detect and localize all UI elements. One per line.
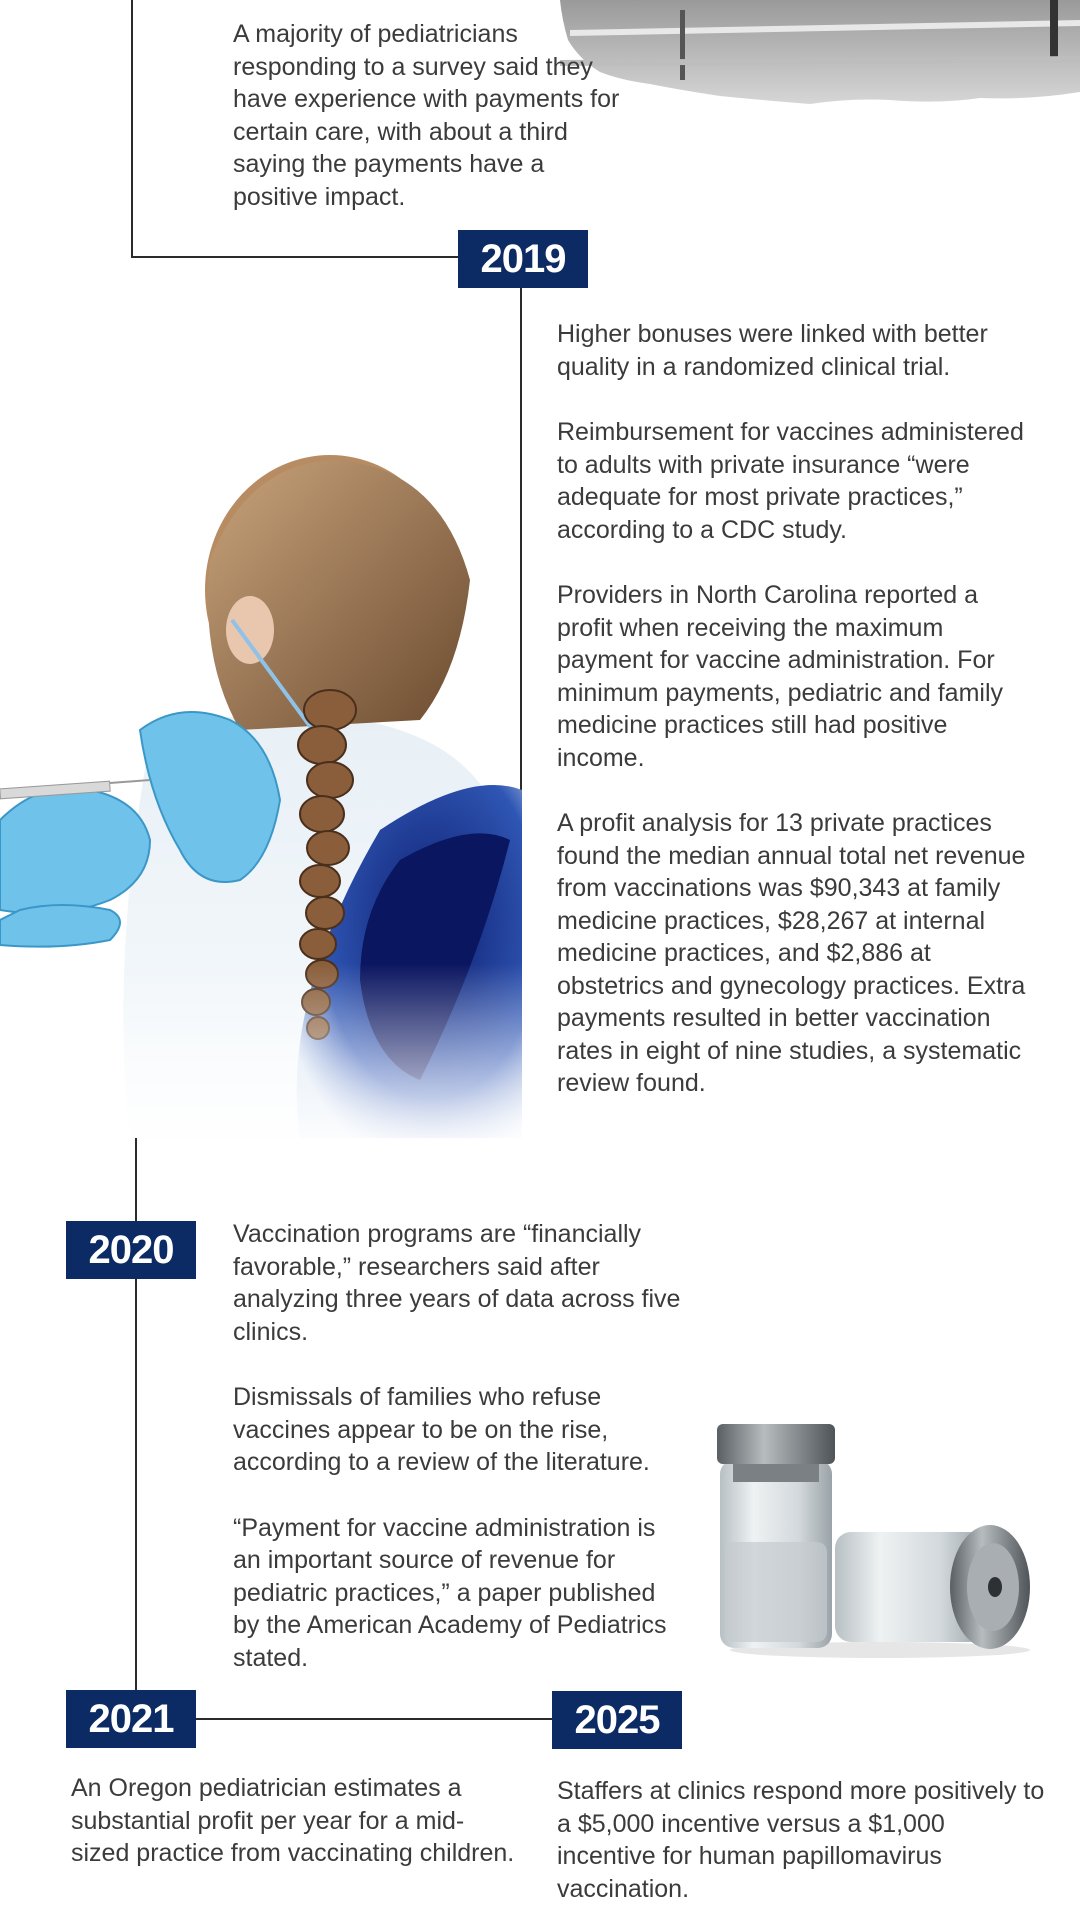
entry-2019-profit-analysis: A profit analysis for 13 private practices found the median annual total net revenue from vaccinations was $90,343 at family medicine practices, $28,267 at internal medicine practices, and $2,886 at obstetrics and gynecology practices. Extra payments resulted in better vaccination rates in eight of nine studies, a systematic review found. bbox=[557, 809, 1026, 1097]
timeline-line-top-vertical bbox=[131, 0, 133, 258]
entry-2019-reimbursement: Reimbursement for vaccines administered to adults with private insurance “were adequate for most private practices,” according to a CDC study. bbox=[557, 418, 1024, 544]
section-2025-text: Staffers at clinics respond more positively to a $5,000 incentive versus a $1,000 incentive for human papillomavirus vaccination. bbox=[557, 1777, 1045, 1903]
year-badge-2020: 2020 bbox=[66, 1221, 196, 1279]
vaccination-photo bbox=[0, 440, 522, 1138]
year-badge-2021: 2021 bbox=[66, 1690, 196, 1748]
timeline-line-2020-vertical bbox=[135, 1136, 137, 1691]
top-photo-fragment bbox=[560, 0, 1080, 110]
year-badge-2025: 2025 bbox=[552, 1691, 682, 1749]
entry-2020-programs: Vaccination programs are “financially favorable,” researchers said after analyzing three years of data across five clinics. bbox=[233, 1220, 681, 1346]
entry-2020-aap-paper: “Payment for vaccine administration is an important source of revenue for pediatric practices,” a paper published by the American Academy of Pediatrics stated. bbox=[233, 1513, 667, 1672]
year-badge-2019: 2019 bbox=[458, 230, 588, 288]
entry-2020-dismissals: Dismissals of families who refuse vaccines appear to be on the rise, according to a review of the literature. bbox=[233, 1383, 650, 1476]
entry-2019-north-carolina: Providers in North Carolina reported a profit when receiving the maximum payment for vaccine administration. For minimum payments, pediatric and family medicine practices still had positive income. bbox=[557, 581, 1003, 772]
timeline-line-2021-to-2025 bbox=[196, 1718, 552, 1720]
section-2020-text bbox=[233, 1218, 683, 1707]
intro-text: A majority of pediatricians responding to a survey said they have experience with payments for certain care, with about a third saying the payments have a positive impact. bbox=[233, 20, 620, 211]
entry-2019-bonuses: Higher bonuses were linked with better quality in a randomized clinical trial. bbox=[557, 320, 988, 381]
section-2021-text: An Oregon pediatrician estimates a substantial profit per year for a mid-sized practice from vaccinating children. bbox=[71, 1774, 515, 1867]
vaccine-vials-photo bbox=[715, 1422, 1040, 1662]
timeline-line-to-2019 bbox=[131, 256, 461, 258]
section-2019-text bbox=[557, 318, 1027, 1133]
